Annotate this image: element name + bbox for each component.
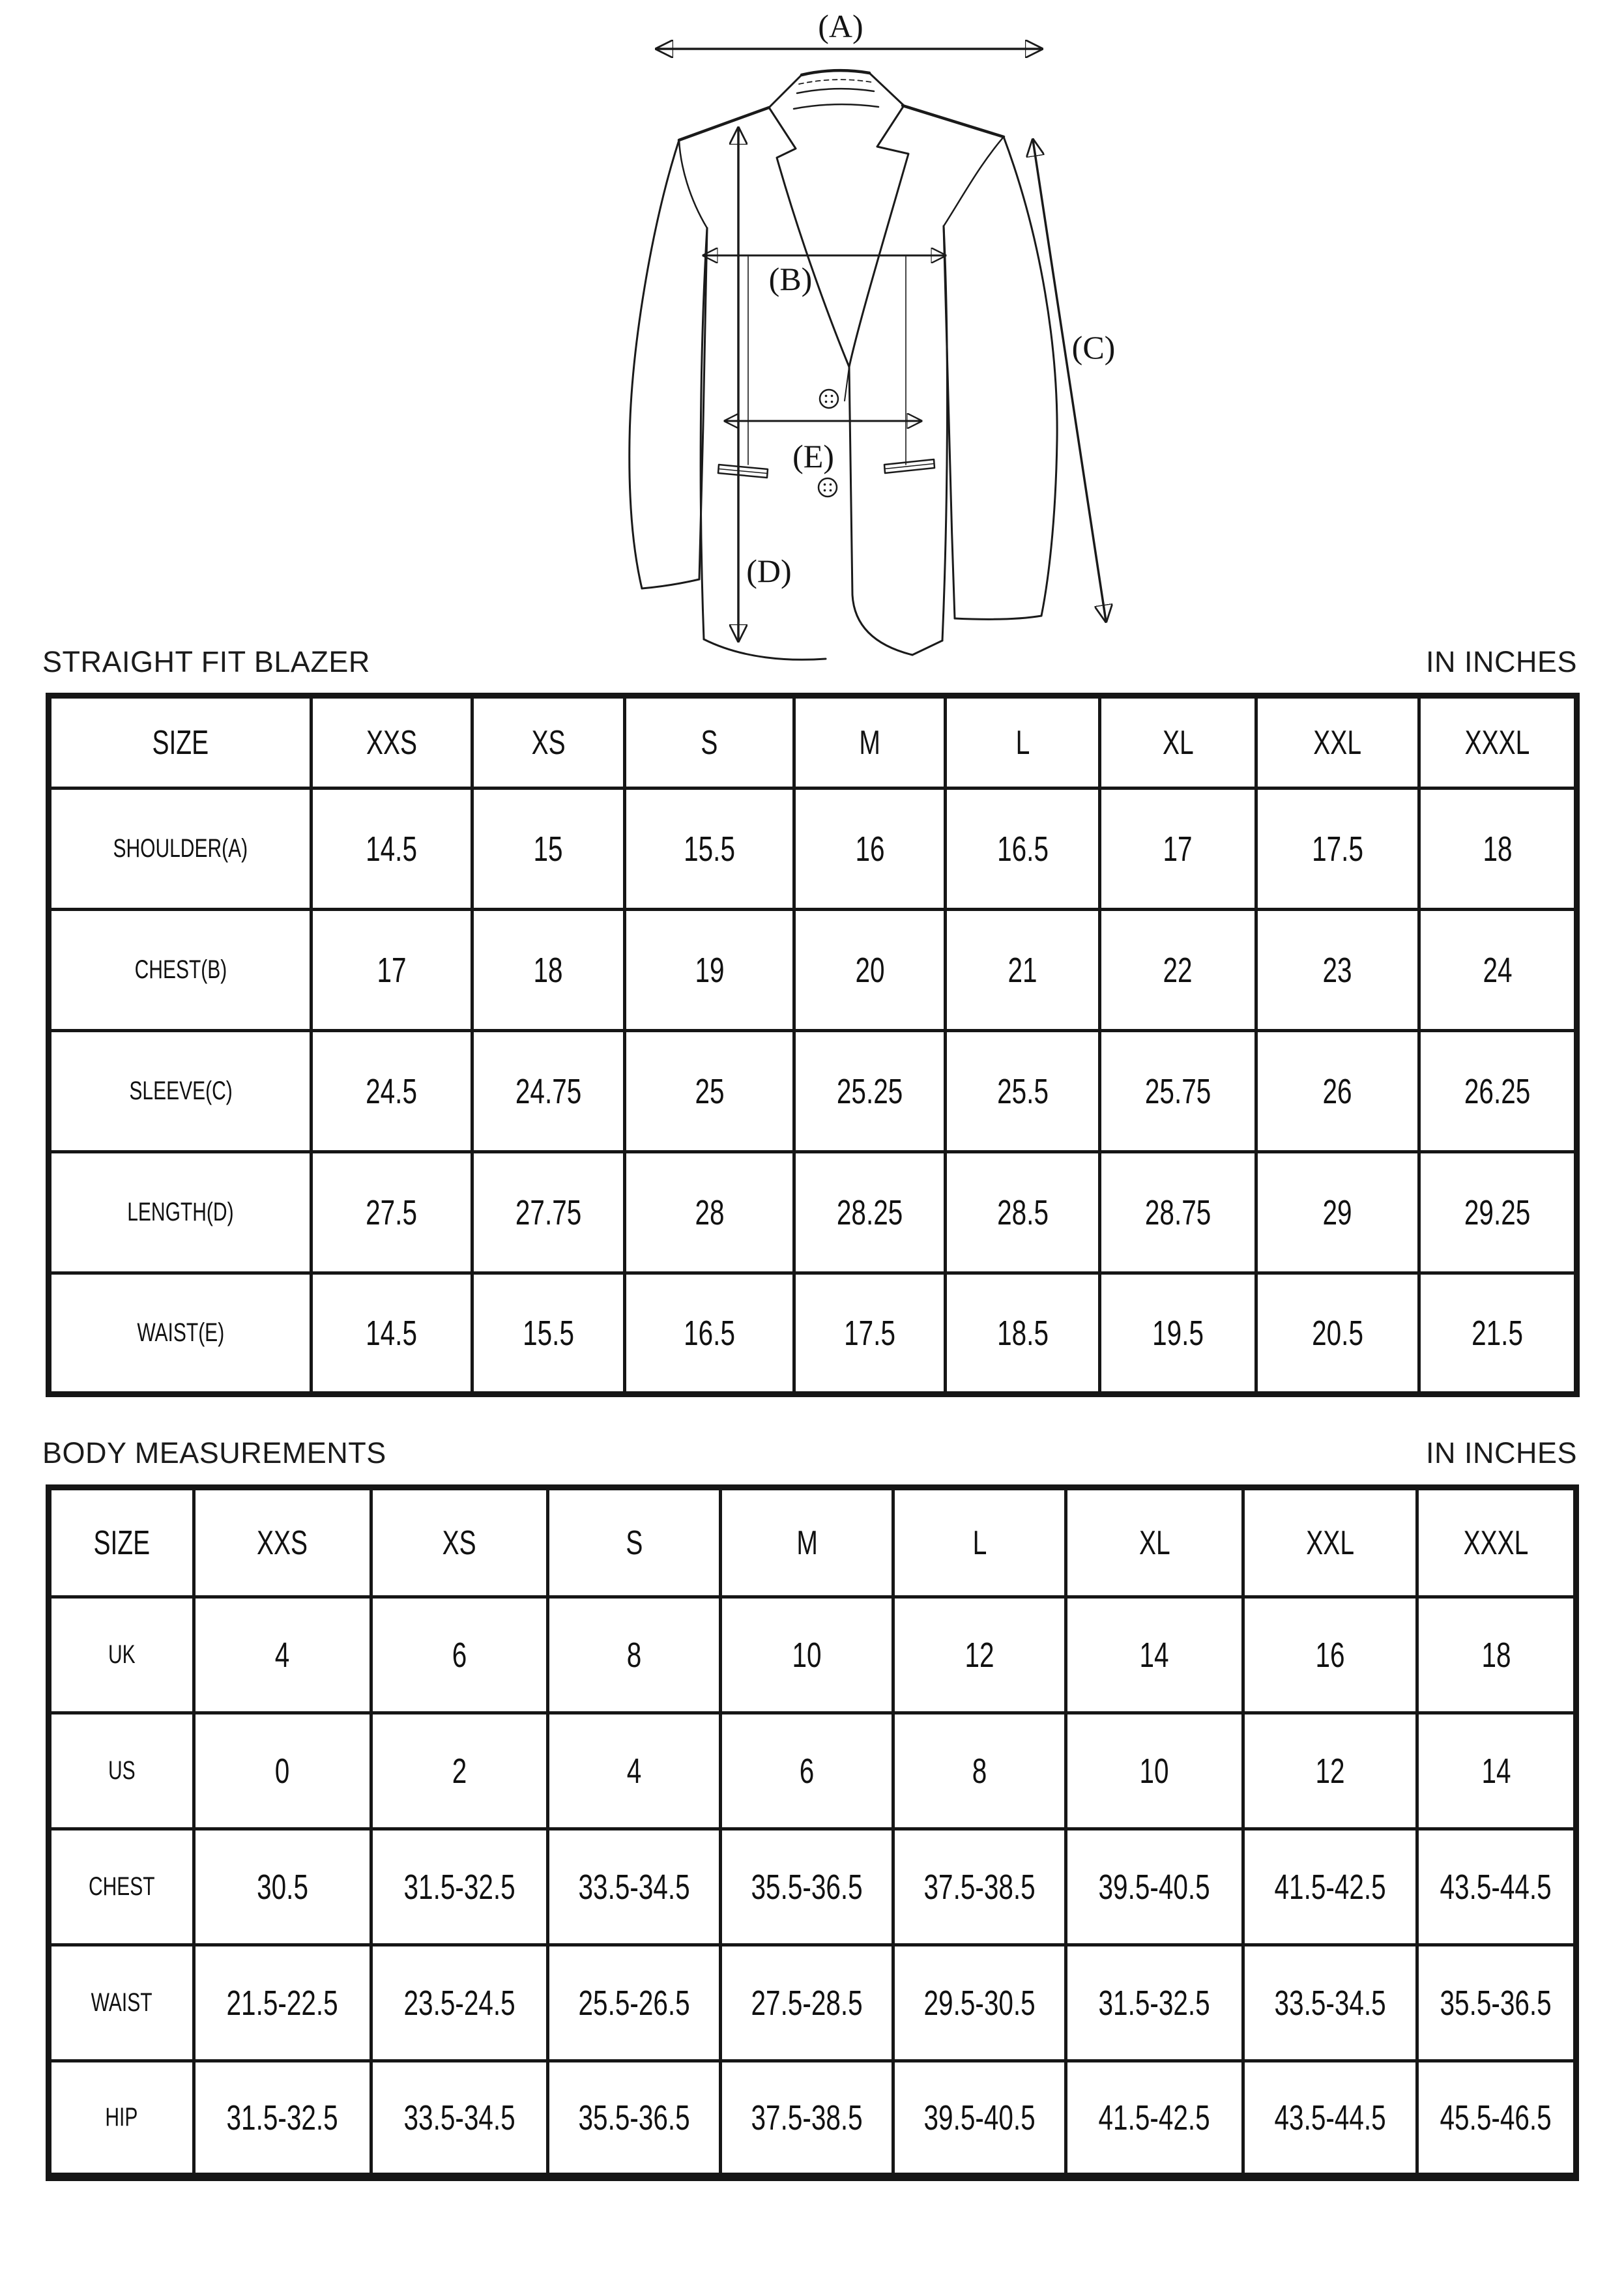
value-cell	[1100, 1031, 1256, 1152]
value-cell-text: 33.5-34.5	[403, 2098, 515, 2137]
value-cell-text: 33.5-34.5	[578, 1867, 690, 1907]
value-cell	[1256, 1152, 1419, 1273]
column-header-m	[794, 696, 946, 789]
row-label-text: LENGTH(D)	[127, 1198, 234, 1226]
value-cell-text: 6	[452, 1635, 467, 1675]
column-header-xxl	[1243, 1488, 1417, 1597]
value-cell	[794, 1152, 946, 1273]
value-cell	[472, 1031, 625, 1152]
value-cell-text: 25.75	[1144, 1071, 1211, 1111]
value-cell	[721, 1945, 893, 2061]
value-cell	[893, 1945, 1066, 2061]
value-cell-text: 33.5-34.5	[1274, 1983, 1386, 2023]
value-cell-text: 14.5	[366, 1313, 418, 1353]
value-cell	[1243, 1829, 1417, 1945]
value-cell-text: 17.5	[1312, 829, 1363, 869]
value-cell	[1243, 2061, 1417, 2177]
value-cell	[1100, 1152, 1256, 1273]
value-cell	[1419, 789, 1577, 910]
table-row	[49, 1031, 1577, 1152]
value-cell-text: 17	[377, 950, 407, 990]
left-sleeve	[630, 140, 707, 588]
value-cell-text: 8	[627, 1635, 642, 1675]
column-header-xxxl-text: XXXL	[1464, 723, 1530, 762]
value-cell-text: 0	[274, 1751, 290, 1791]
blazer-size-table	[46, 693, 1580, 1397]
table-row	[49, 789, 1577, 910]
value-cell-text: 21	[1008, 950, 1037, 990]
value-cell	[194, 1597, 371, 1713]
value-cell-text: 17	[1163, 829, 1193, 869]
value-cell	[194, 1713, 371, 1829]
row-label	[49, 1829, 194, 1945]
column-header-xxs	[194, 1488, 371, 1597]
value-cell-text: 21.5-22.5	[226, 1983, 338, 2023]
row-label-text: WAIST(E)	[137, 1318, 225, 1347]
value-cell	[625, 789, 794, 910]
value-cell-text: 23.5-24.5	[403, 1983, 515, 2023]
value-cell	[371, 1713, 548, 1829]
value-cell-text: 45.5-46.5	[1440, 2098, 1552, 2137]
row-label-text: CHEST	[88, 1872, 155, 1901]
value-cell	[1417, 1713, 1576, 1829]
row-label-text: SHOULDER(A)	[113, 834, 248, 863]
value-cell-text: 17.5	[844, 1313, 896, 1353]
value-cell-text: 2	[452, 1751, 467, 1791]
value-cell-text: 41.5-42.5	[1274, 1867, 1386, 1907]
row-label	[49, 1945, 194, 2061]
column-header-s	[548, 1488, 721, 1597]
value-cell-text: 4	[274, 1635, 290, 1675]
value-cell-text: 35.5-36.5	[751, 1867, 863, 1907]
size-header-text: SIZE	[93, 1524, 151, 1562]
value-cell	[548, 2061, 721, 2177]
value-cell	[194, 1829, 371, 1945]
column-header-xl	[1066, 1488, 1243, 1597]
value-cell-text: 18.5	[996, 1313, 1049, 1353]
value-cell-text: 23	[1322, 950, 1352, 990]
column-header-l	[893, 1488, 1066, 1597]
value-cell	[1066, 1713, 1243, 1829]
value-cell	[312, 1152, 472, 1273]
value-cell	[1243, 1713, 1417, 1829]
value-cell-text: 16.5	[684, 1313, 736, 1353]
value-cell-text: 39.5-40.5	[923, 2098, 1036, 2137]
value-cell-text: 21.5	[1472, 1313, 1524, 1353]
value-cell-text: 16.5	[996, 829, 1049, 869]
value-cell-text: 6	[799, 1751, 815, 1791]
column-header-xxs-text: XXS	[366, 723, 417, 762]
value-cell-text: 25.25	[837, 1071, 903, 1111]
value-cell	[1417, 2061, 1576, 2177]
value-cell	[1066, 1597, 1243, 1713]
table-row	[49, 1945, 1576, 2061]
value-cell	[893, 1829, 1066, 1945]
value-cell	[472, 1273, 625, 1395]
value-cell-text: 19	[695, 950, 725, 990]
value-cell	[371, 1829, 548, 1945]
value-cell	[794, 1273, 946, 1395]
value-cell-text: 31.5-32.5	[403, 1867, 515, 1907]
row-label-text: CHEST(B)	[134, 955, 227, 984]
value-cell	[1256, 1031, 1419, 1152]
value-cell	[1256, 1273, 1419, 1395]
value-cell	[893, 2061, 1066, 2177]
value-cell-text: 26.25	[1464, 1071, 1531, 1111]
column-header-xl	[1100, 696, 1256, 789]
column-header-l-text: L	[972, 1524, 987, 1562]
value-cell	[625, 1031, 794, 1152]
value-cell-text: 14	[1139, 1635, 1170, 1675]
column-header-xxxl-text: XXXL	[1463, 1524, 1529, 1562]
value-cell-text: 25.5	[996, 1071, 1049, 1111]
value-cell	[721, 1597, 893, 1713]
value-cell	[946, 1152, 1100, 1273]
value-cell-text: 14.5	[366, 829, 418, 869]
blazer-table-title-row	[42, 645, 1577, 679]
table-row	[49, 1713, 1576, 1829]
value-cell-text: 37.5-38.5	[923, 1867, 1036, 1907]
column-header-xxxl	[1419, 696, 1577, 789]
value-cell	[625, 1273, 794, 1395]
column-header-l-text: L	[1015, 723, 1030, 762]
value-cell	[312, 1273, 472, 1395]
value-cell	[1066, 1829, 1243, 1945]
value-cell	[1419, 1273, 1577, 1395]
value-cell-text: 16	[1315, 1635, 1345, 1675]
value-cell	[1417, 1945, 1576, 2061]
value-cell	[1417, 1829, 1576, 1945]
value-cell	[946, 1273, 1100, 1395]
value-cell-text: 29.5-30.5	[923, 1983, 1036, 2023]
value-cell-text: 18	[1481, 1635, 1511, 1675]
value-cell-text: 43.5-44.5	[1440, 1867, 1552, 1907]
column-header-xxs-text: XXS	[257, 1524, 308, 1562]
column-header-xxl	[1256, 696, 1419, 789]
value-cell-text: 26	[1322, 1071, 1352, 1111]
column-header-xxxl	[1417, 1488, 1576, 1597]
value-cell-text: 41.5-42.5	[1098, 2098, 1211, 2137]
blazer-line-drawing	[606, 10, 1193, 668]
value-cell-text: 27.75	[515, 1193, 581, 1232]
size-header-text: SIZE	[152, 723, 209, 762]
value-cell	[1256, 910, 1419, 1031]
value-cell-text: 16	[855, 829, 885, 869]
value-cell-text: 18	[1483, 829, 1513, 869]
value-cell-text: 10	[1139, 1751, 1170, 1791]
value-cell-text: 31.5-32.5	[226, 2098, 338, 2137]
column-header-m	[721, 1488, 893, 1597]
value-cell	[946, 1031, 1100, 1152]
value-cell	[548, 1713, 721, 1829]
value-cell	[1100, 789, 1256, 910]
column-header-s	[625, 696, 794, 789]
value-cell	[548, 1597, 721, 1713]
row-label-text: HIP	[105, 2103, 138, 2132]
value-cell	[721, 1713, 893, 1829]
column-header-xs-text: XS	[442, 1524, 477, 1562]
value-cell	[721, 2061, 893, 2177]
value-cell-text: 28.25	[837, 1193, 903, 1232]
value-cell	[194, 2061, 371, 2177]
value-cell-text: 27.5-28.5	[751, 1983, 863, 2023]
blazer-table-unit-note: IN INCHES	[1425, 645, 1577, 678]
value-cell-text: 37.5-38.5	[751, 2098, 863, 2137]
value-cell	[1419, 910, 1577, 1031]
value-cell	[472, 910, 625, 1031]
label-d: (D)	[746, 553, 792, 589]
column-header-xs-text: XS	[531, 723, 566, 762]
row-label	[49, 910, 312, 1031]
value-cell	[893, 1713, 1066, 1829]
value-cell-text: 10	[792, 1635, 822, 1675]
value-cell	[721, 1829, 893, 1945]
header-row	[49, 696, 1577, 789]
value-cell-text: 12	[964, 1635, 994, 1675]
value-cell	[194, 1945, 371, 2061]
value-cell	[794, 910, 946, 1031]
row-label	[49, 1152, 312, 1273]
body-table-title-row	[42, 1436, 1577, 1470]
column-header-xl-text: XL	[1138, 1524, 1170, 1562]
value-cell-text: 24.5	[366, 1071, 418, 1111]
value-cell	[1256, 789, 1419, 910]
value-cell	[1100, 1273, 1256, 1395]
header-row	[49, 1488, 1576, 1597]
body-table-title: BODY MEASUREMENTS	[42, 1436, 386, 1469]
value-cell	[472, 1152, 625, 1273]
value-cell-text: 31.5-32.5	[1098, 1983, 1211, 2023]
value-cell	[1243, 1945, 1417, 2061]
value-cell	[1419, 1152, 1577, 1273]
value-cell	[1100, 910, 1256, 1031]
collar	[769, 70, 904, 109]
value-cell-text: 15.5	[684, 829, 736, 869]
table-row	[49, 1597, 1576, 1713]
label-c: (C)	[1071, 329, 1116, 366]
value-cell-text: 28	[695, 1193, 725, 1232]
label-b: (B)	[768, 261, 813, 297]
column-header-m-text: M	[859, 723, 881, 762]
row-label	[49, 2061, 194, 2177]
value-cell	[472, 789, 625, 910]
row-label-text: WAIST	[91, 1988, 152, 2017]
body-table-unit-note: IN INCHES	[1425, 1436, 1577, 1469]
value-cell	[946, 789, 1100, 910]
column-header-xxs	[312, 696, 472, 789]
column-header-m-text: M	[796, 1524, 818, 1562]
value-cell-text: 20	[855, 950, 885, 990]
value-cell	[1419, 1031, 1577, 1152]
column-header-xs	[472, 696, 625, 789]
value-cell	[625, 1152, 794, 1273]
table-row	[49, 1152, 1577, 1273]
column-header-xs	[371, 1488, 548, 1597]
right-sleeve	[944, 137, 1057, 619]
value-cell-text: 35.5-36.5	[578, 2098, 690, 2137]
column-header-l	[946, 696, 1100, 789]
table-row	[49, 1273, 1577, 1395]
value-cell	[946, 910, 1100, 1031]
value-cell-text: 24	[1483, 950, 1513, 990]
value-cell	[312, 789, 472, 910]
value-cell	[548, 1945, 721, 2061]
value-cell-text: 25.5-26.5	[578, 1983, 690, 2023]
value-cell-text: 24.75	[515, 1071, 581, 1111]
value-cell	[794, 789, 946, 910]
label-e: (E)	[792, 438, 834, 474]
value-cell	[794, 1031, 946, 1152]
value-cell-text: 12	[1315, 1751, 1345, 1791]
value-cell-text: 39.5-40.5	[1098, 1867, 1211, 1907]
body-measurements-table	[46, 1484, 1579, 2181]
shoulder-seams	[679, 106, 1004, 140]
value-cell-text: 20.5	[1312, 1313, 1363, 1353]
value-cell-text: 14	[1481, 1751, 1511, 1791]
value-cell-text: 30.5	[256, 1867, 308, 1907]
measure-arrows	[657, 49, 1106, 641]
value-cell-text: 43.5-44.5	[1274, 2098, 1386, 2137]
value-cell	[893, 1597, 1066, 1713]
blazer-table-title: STRAIGHT FIT BLAZER	[42, 645, 370, 678]
row-label	[49, 1713, 194, 1829]
sleeve-arrow	[1033, 140, 1106, 621]
value-cell	[1066, 1945, 1243, 2061]
value-cell	[312, 1031, 472, 1152]
value-cell-text: 35.5-36.5	[1440, 1983, 1552, 2023]
value-cell-text: 27.5	[366, 1193, 418, 1232]
row-label-text: UK	[108, 1640, 136, 1669]
value-cell	[625, 910, 794, 1031]
value-cell	[371, 1597, 548, 1713]
value-cell	[1417, 1597, 1576, 1713]
value-cell-text: 15.5	[522, 1313, 574, 1353]
table-row	[49, 1829, 1576, 1945]
value-cell-text: 8	[972, 1751, 987, 1791]
value-cell	[1066, 2061, 1243, 2177]
value-cell	[548, 1829, 721, 1945]
value-cell-text: 29	[1322, 1193, 1352, 1232]
row-label	[49, 1597, 194, 1713]
value-cell-text: 19.5	[1152, 1313, 1204, 1353]
column-header-xl-text: XL	[1162, 723, 1194, 762]
value-cell	[371, 1945, 548, 2061]
row-label	[49, 789, 312, 910]
column-header-xxl-text: XXL	[1306, 1524, 1354, 1562]
table-row	[49, 910, 1577, 1031]
value-cell	[312, 910, 472, 1031]
value-cell-text: 28.5	[996, 1193, 1049, 1232]
size-header	[49, 696, 312, 789]
value-cell-text: 28.75	[1144, 1193, 1211, 1232]
value-cell-text: 22	[1163, 950, 1193, 990]
value-cell-text: 25	[695, 1071, 725, 1111]
row-label	[49, 1273, 312, 1395]
value-cell-text: 18	[533, 950, 563, 990]
value-cell	[1243, 1597, 1417, 1713]
size-header	[49, 1488, 194, 1597]
value-cell-text: 4	[627, 1751, 642, 1791]
table-row	[49, 2061, 1576, 2177]
row-label	[49, 1031, 312, 1152]
column-header-s-text: S	[626, 1524, 643, 1562]
row-label-text: US	[108, 1756, 136, 1785]
value-cell-text: 29.25	[1464, 1193, 1531, 1232]
value-cell	[371, 2061, 548, 2177]
column-header-s-text: S	[701, 723, 718, 762]
column-header-xxl-text: XXL	[1313, 723, 1362, 762]
value-cell-text: 15	[533, 829, 563, 869]
lapels	[769, 106, 908, 401]
row-label-text: SLEEVE(C)	[128, 1077, 233, 1105]
label-a: (A)	[818, 10, 863, 44]
